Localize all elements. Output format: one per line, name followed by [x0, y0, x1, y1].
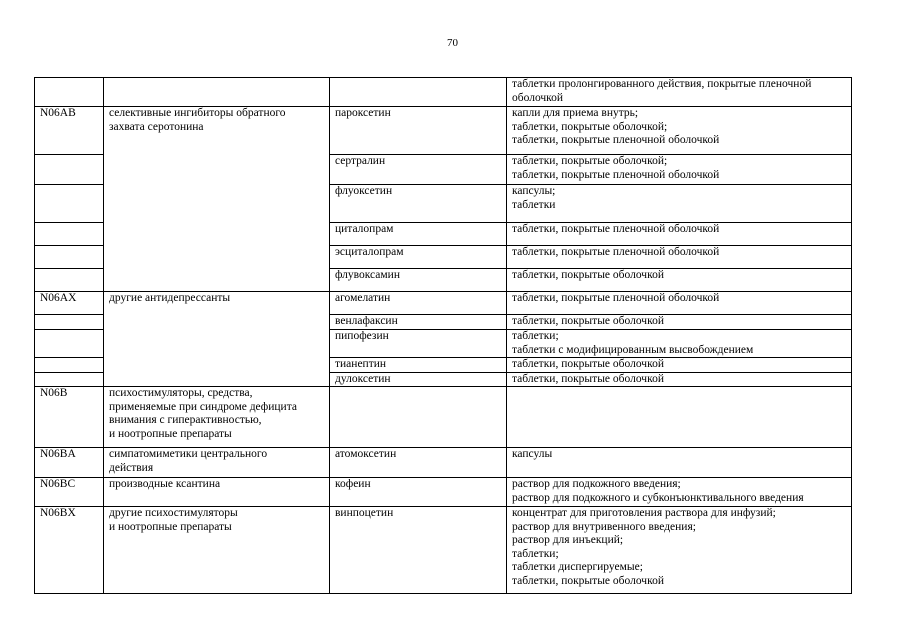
drug-name-cell: атомоксетин	[330, 448, 507, 478]
atc-code-cell	[35, 315, 104, 330]
dosage-form-cell: таблетки, покрытые оболочкой	[507, 372, 852, 387]
dosage-form-cell: таблетки, покрытые пленочной оболочкой	[507, 292, 852, 315]
atc-code-cell	[35, 358, 104, 373]
table-row	[35, 448, 852, 478]
group-name-cell: психостимуляторы, средства, применяемые при синдроме дефицита внимания с гиперактивностью, и ноотропные препараты	[104, 387, 330, 448]
atc-code-cell	[35, 185, 104, 223]
dosage-form-cell: таблетки пролонгированного действия, покрытые пленочной оболочкой	[507, 78, 852, 107]
drug-name-cell: тианептин	[330, 358, 507, 373]
dosage-form-cell: капли для приема внутрь; таблетки, покрытые оболочкой; таблетки, покрытые пленочной оболочкой	[507, 107, 852, 155]
drug-name-cell: эсциталопрам	[330, 246, 507, 269]
drug-name-cell: пароксетин	[330, 107, 507, 155]
drug-name-cell: дулоксетин	[330, 372, 507, 387]
drug-name-cell: циталопрам	[330, 223, 507, 246]
table-row	[35, 478, 852, 507]
drug-name-cell: винпоцетин	[330, 507, 507, 594]
drug-name-cell	[330, 78, 507, 107]
dosage-form-cell	[507, 387, 852, 448]
dosage-form-cell: капсулы	[507, 448, 852, 478]
atc-code-cell	[35, 155, 104, 185]
atc-code-cell: N06BC	[35, 478, 104, 507]
drug-name-cell: флуоксетин	[330, 185, 507, 223]
page-number: 70	[447, 37, 458, 49]
atc-code-cell: N06AB	[35, 107, 104, 155]
dosage-form-cell: таблетки, покрытые оболочкой	[507, 358, 852, 373]
atc-code-cell: N06B	[35, 387, 104, 448]
dosage-form-cell: капсулы; таблетки	[507, 185, 852, 223]
group-name-cell	[104, 78, 330, 107]
dosage-form-cell: таблетки, покрытые оболочкой; таблетки, покрытые пленочной оболочкой	[507, 155, 852, 185]
dosage-form-cell: концентрат для приготовления раствора для инфузий; раствор для внутривенного введения; раствор для инъекций; таблетки; таблетки диспергируемые; таблетки, покрытые оболочкой	[507, 507, 852, 594]
atc-code-cell	[35, 78, 104, 107]
atc-code-cell	[35, 269, 104, 292]
drug-name-cell: пипофезин	[330, 330, 507, 358]
drug-name-cell: сертралин	[330, 155, 507, 185]
medication-table	[34, 77, 852, 594]
atc-code-cell	[35, 372, 104, 387]
drug-name-cell: флувоксамин	[330, 269, 507, 292]
dosage-form-cell: раствор для подкожного введения; раствор для подкожного и субконъюнктивального введения	[507, 478, 852, 507]
dosage-form-cell: таблетки, покрытые пленочной оболочкой	[507, 223, 852, 246]
atc-code-cell: N06BA	[35, 448, 104, 478]
atc-code-cell: N06AX	[35, 292, 104, 315]
drug-name-cell: венлафаксин	[330, 315, 507, 330]
group-name-cell: другие психостимуляторы и ноотропные препараты	[104, 507, 330, 594]
dosage-form-cell: таблетки, покрытые оболочкой	[507, 269, 852, 292]
drug-name-cell: кофеин	[330, 478, 507, 507]
atc-code-cell	[35, 330, 104, 358]
atc-code-cell	[35, 246, 104, 269]
atc-code-cell: N06BX	[35, 507, 104, 594]
table-row	[35, 387, 852, 448]
drug-name-cell: агомелатин	[330, 292, 507, 315]
table-row	[35, 292, 852, 315]
group-name-cell: производные ксантина	[104, 478, 330, 507]
drug-name-cell	[330, 387, 507, 448]
table-row	[35, 107, 852, 155]
group-name-cell: другие антидепрессанты	[104, 292, 330, 387]
table-row	[35, 507, 852, 594]
table-row	[35, 78, 852, 107]
atc-code-cell	[35, 223, 104, 246]
dosage-form-cell: таблетки; таблетки с модифицированным высвобождением	[507, 330, 852, 358]
dosage-form-cell: таблетки, покрытые пленочной оболочкой	[507, 246, 852, 269]
dosage-form-cell: таблетки, покрытые оболочкой	[507, 315, 852, 330]
group-name-cell: симпатомиметики центрального действия	[104, 448, 330, 478]
group-name-cell: селективные ингибиторы обратного захвата серотонина	[104, 107, 330, 292]
